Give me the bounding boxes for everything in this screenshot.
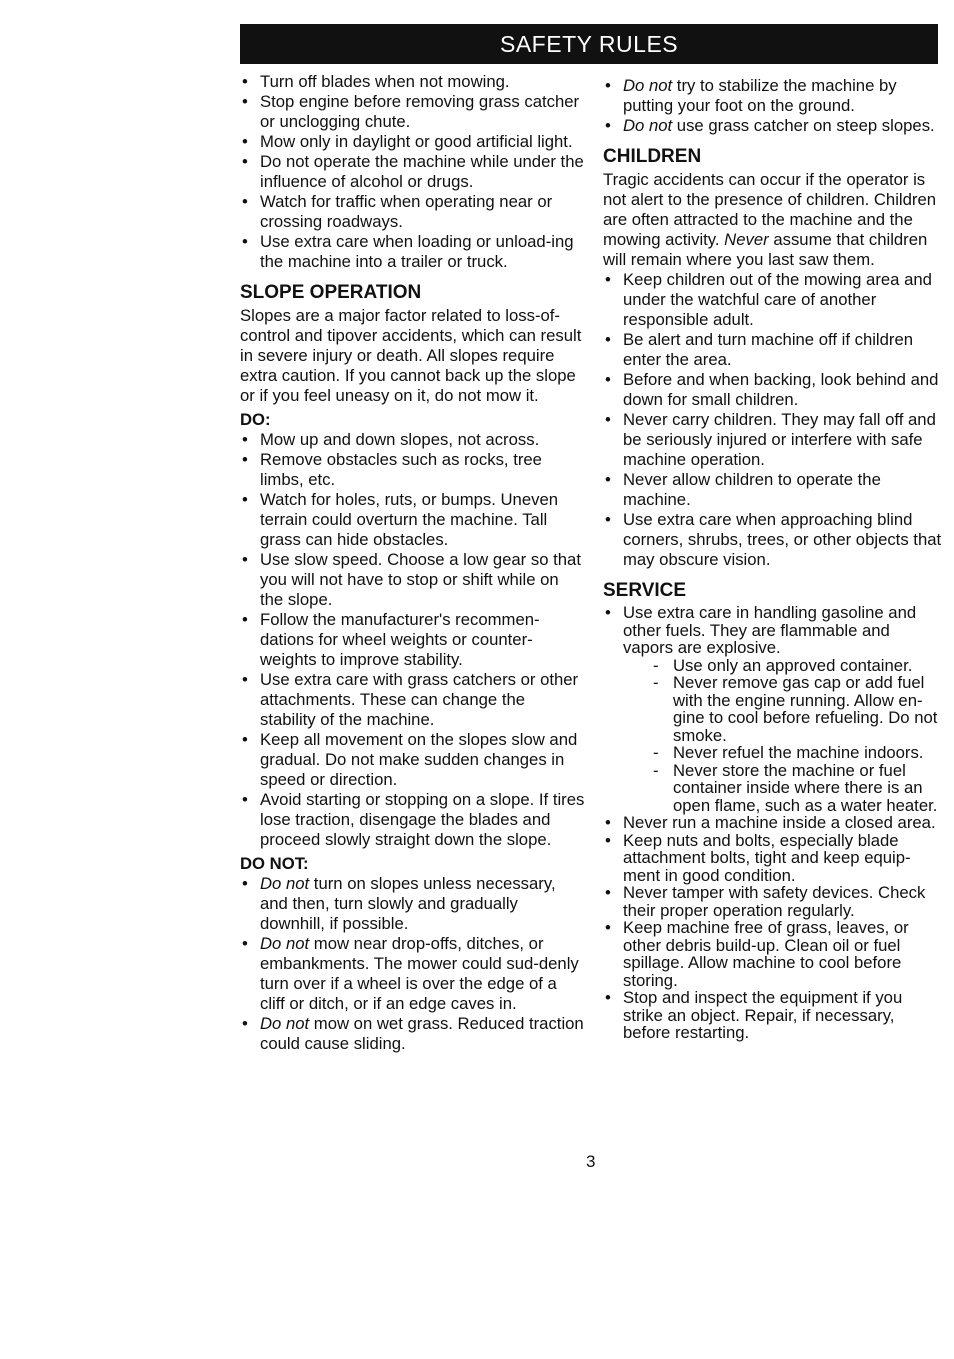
list-item: • Use slow speed. Choose a low gear so that you will not have to stop or shift while on the slope. [240, 550, 585, 610]
list-item: • Never allow children to operate the machine. [603, 470, 943, 510]
list-item: • Never run a machine inside a closed area. [603, 814, 943, 832]
paragraph-text: Tragic accidents can occur if the operator is not alert to the presence of children. Children are often attracted to the machine and the mowing activity. [603, 170, 937, 249]
dash-item: - Use only an approved container. [653, 657, 943, 675]
list-item [240, 1014, 585, 1054]
list-item: • Do not operate the machine while under the influence of alcohol or drugs. [240, 152, 585, 192]
list-item: • Watch for traffic when operating near or crossing roadways. [240, 192, 585, 232]
list-item: • Keep machine free of grass, leaves, or other debris build-up. Clean oil or fuel spillage. Allow machine to cool before storing. [603, 919, 943, 989]
service-section [603, 604, 943, 1042]
dash-item: - Never refuel the machine indoors. [653, 744, 943, 762]
emphasis: Do not [260, 934, 310, 953]
emphasis: Do not [623, 116, 673, 135]
do-not-continued-list [603, 76, 943, 136]
do-not-heading: DO NOT: [240, 854, 309, 873]
list-item-text: turn on slopes unless necessary, and then, turn slowly and gradually downhill, if possible. [260, 874, 556, 933]
list-item: • Mow only in daylight or good artificial light. [240, 132, 585, 152]
left-column [240, 72, 585, 1054]
list-item: • Keep nuts and bolts, especially blade attachment bolts, tight and keep equip-ment in good condition. [603, 832, 943, 885]
list-item: • Be alert and turn machine off if children enter the area. [603, 330, 943, 370]
emphasis: Do not [260, 874, 310, 893]
list-item: • Stop and inspect the equipment if you strike an object. Repair, if necessary, before restarting. [603, 989, 943, 1042]
list-item: • Turn off blades when not mowing. [240, 72, 585, 92]
list-item: • Keep children out of the mowing area and under the watchful care of another responsible adult. [603, 270, 943, 330]
list-item-text: mow on wet grass. Reduced traction could cause sliding. [260, 1014, 584, 1053]
list-item-text: use grass catcher on steep slopes. [672, 116, 935, 135]
right-column [603, 76, 943, 1042]
list-item: • Avoid starting or stopping on a slope. If tires lose traction, disengage the blades and proceed slowly straight down the slope. [240, 790, 585, 850]
list-item: • Keep all movement on the slopes slow and gradual. Do not make sudden changes in speed or direction. [240, 730, 585, 790]
do-not-list [240, 874, 585, 1054]
paragraph-text: assume that children will remain where you last saw them. [603, 230, 928, 269]
children-list [603, 270, 943, 570]
list-item [603, 604, 943, 814]
list-item: • Mow up and down slopes, not across. [240, 430, 585, 450]
do-list [240, 430, 585, 850]
emphasis: Never [724, 230, 769, 249]
children-paragraph [603, 170, 943, 270]
page-number: 3 [586, 1152, 596, 1171]
do-heading: DO: [240, 410, 271, 429]
general-rules-list [240, 72, 585, 272]
dash-item: - Never store the machine or fuel container inside where there is an open flame, such as a water heater. [653, 762, 943, 815]
slope-operation-paragraph: Slopes are a major factor related to loss-of-control and tipover accidents, which can result in severe injury or death. All slopes require extra caution. If you cannot back up the slope or if you feel uneasy on it, do not mow it. [240, 306, 582, 405]
list-item-text: mow near drop-offs, ditches, or embankments. The mower could sud-denly turn over if a wheel is over the edge of a cliff or ditch, or if an edge caves in. [260, 934, 579, 1013]
slope-operation-heading: SLOPE OPERATION [240, 282, 422, 303]
list-item: • Never carry children. They may fall off and be seriously injured or interfere with safe machine operation. [603, 410, 943, 470]
list-item: • Use extra care when loading or unload-ing the machine into a trailer or truck. [240, 232, 585, 272]
list-item [603, 76, 943, 116]
list-item: • Use extra care when approaching blind corners, shrubs, trees, or other objects that may obscure vision. [603, 510, 943, 570]
emphasis: Do not [623, 76, 673, 95]
list-item: • Watch for holes, ruts, or bumps. Uneven terrain could overturn the machine. Tall grass can hide obstacles. [240, 490, 585, 550]
service-list [603, 604, 943, 1042]
list-item-text: try to stabilize the machine by putting your foot on the ground. [623, 76, 897, 115]
emphasis: Do not [260, 1014, 310, 1033]
list-item: • Before and when backing, look behind and down for small children. [603, 370, 943, 410]
list-item: • Follow the manufacturer's recommen-dations for wheel weights or counter-weights to improve stability. [240, 610, 585, 670]
list-item [603, 116, 943, 136]
dash-item: - Never remove gas cap or add fuel with the engine running. Allow en-gine to cool before refueling. Do not smoke. [653, 674, 943, 744]
list-item: • Remove obstacles such as rocks, tree limbs, etc. [240, 450, 585, 490]
list-item [240, 874, 585, 934]
service-heading: SERVICE [603, 580, 687, 601]
list-item: • Use extra care with grass catchers or other attachments. These can change the stability of the machine. [240, 670, 585, 730]
list-item: • Stop engine before removing grass catcher or unclogging chute. [240, 92, 585, 132]
list-item-text: Use extra care in handling gasoline and other fuels. They are flammable and vapors are explosive. [623, 603, 917, 657]
children-heading: CHILDREN [603, 146, 702, 167]
list-item [240, 934, 585, 1014]
list-item: • Never tamper with safety devices. Check their proper operation regularly. [603, 884, 943, 919]
fuel-dash-list [623, 657, 943, 815]
page-title-banner: SAFETY RULES [240, 24, 938, 64]
